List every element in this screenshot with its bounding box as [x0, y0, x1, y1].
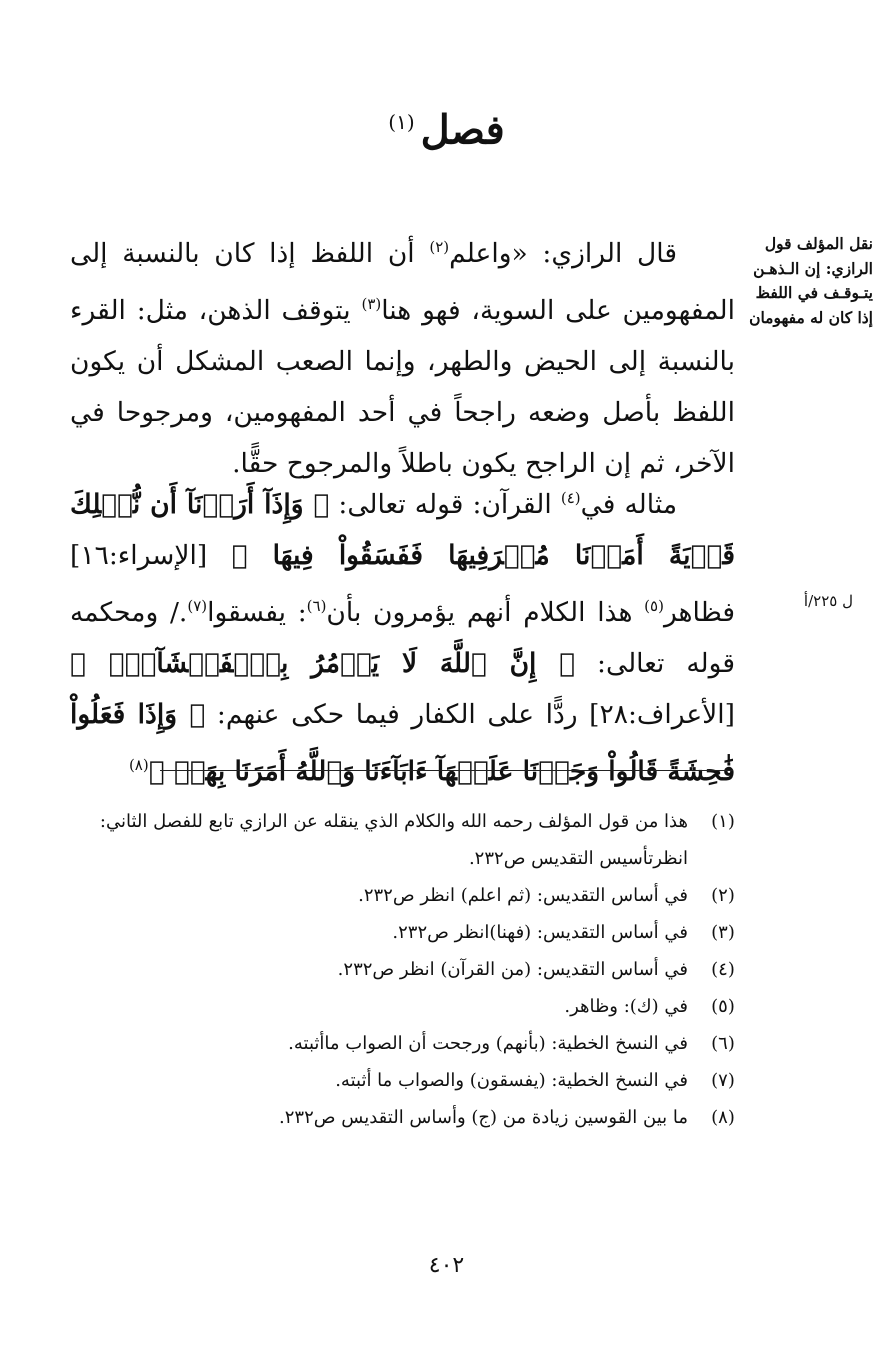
text-run: [الأعراف:٢٨] ردًّا على الكفار فيما حكى عنهم: — [205, 698, 735, 730]
quran-verse: ﴿ وَإِذَا فَعَلُواْ فَٰحِشَةً قَالُواْ وَجَدۡنَا عَلَيۡهَآ ءَابَآءَنَا وَٱللَّهُ أَمَرَنَا بِهَاۗ ﴾ — [70, 698, 735, 787]
footnote-text: في أساس التقديس: (فهنا)انظر ص٢٣٢. — [392, 922, 688, 943]
paragraph-razi-quote — [70, 222, 735, 489]
footnote-text: في النسخ الخطية: (بأنهم) ورجحت أن الصواب ماأثبته. — [288, 1033, 688, 1054]
text-run: ./ ومحكمه قوله تعالى: — [70, 596, 735, 679]
text-run: مثاله في — [580, 488, 678, 520]
footnote-item — [43, 951, 743, 988]
footnote-text: في أساس التقديس: (من القرآن) انظر ص٢٣٢. — [337, 959, 688, 980]
chapter-title-footnote-mark: (١) — [388, 110, 415, 134]
footnotes-list — [43, 803, 743, 1136]
text-run: هذا الكلام أنهم يؤمرون بأن — [326, 596, 645, 628]
footnote-item — [43, 1099, 743, 1136]
footnote-number: (٥) — [711, 996, 735, 1017]
footnote-text: في أساس التقديس: (ثم اعلم) انظر ص٢٣٢. — [358, 885, 688, 906]
footnote-number: (٢) — [711, 885, 735, 906]
text-run: : يفسقوا — [207, 596, 307, 628]
footnote-item — [43, 1062, 743, 1099]
quran-verse: ﴿ إِنَّ ٱللَّهَ لَا يَأۡمُرُ بِٱلۡفَحۡشَآءِۖ ﴾ — [70, 647, 576, 679]
text-run: يتوقف الذهن، مثل: القرء بالنسبة إلى الحيض والطهر، وإنما الصعب المشكل أن يكون اللفظ بأصل وضعه راجحاً في أحد المفهومين، ومرجوحا في الآخر، ثم إن الراجح يكون باطلاً والمرجوح حقًّا. — [70, 294, 735, 479]
footnote-ref: (٧) — [187, 596, 208, 615]
footnote-text: هذا من قول المؤلف رحمه الله والكلام الذي ينقله عن الرازي تابع للفصل الثاني: انظرتأسيس التقديس ص٢٣٢. — [99, 811, 688, 869]
footnote-ref: (٣) — [361, 294, 382, 313]
text-run: القرآن: قوله تعالى: — [329, 488, 561, 520]
paragraph-quran-example — [70, 473, 735, 796]
footnote-number: (١) — [711, 811, 735, 832]
footnote-ref: (٨) — [128, 755, 149, 774]
footnote-ref: (٦) — [306, 596, 327, 615]
text-run: [الإسراء:١٦] فظاهر — [70, 539, 736, 628]
text-run: أن اللفظ إذا كان بالنسبة إلى المفهومين على السوية، فهو هنا — [70, 237, 735, 326]
footnote-number: (٦) — [711, 1033, 735, 1054]
footnote-number: (٨) — [711, 1107, 735, 1128]
footnote-text: ما بين القوسين زيادة من (ج) وأساس التقديس ص٢٣٢. — [279, 1107, 688, 1128]
page-number: ٤٠٢ — [428, 1253, 465, 1278]
quran-verse: ﴿ وَإِذَآ أَرَدۡنَآ أَن نُّهۡلِكَ قَرۡيَةً أَمَرۡنَا مُتۡرَفِيهَا فَفَسَقُواْ فِيهَا ﴾ — [70, 488, 735, 571]
margin-note: نقل المؤلف قول الرازي: إن الـذهـن يتـوقـف في اللفظ إذا كان له مفهومان — [749, 234, 873, 327]
footnote-text: في (ك): وظاهر. — [564, 996, 688, 1017]
footnote-ref: (٤) — [560, 489, 581, 507]
text-run: قال الرازي: «واعلم — [449, 237, 677, 269]
footnote-ref: (٥) — [644, 596, 664, 615]
footnote-number: (٣) — [711, 922, 735, 943]
footnote-item — [43, 914, 743, 951]
footnote-item — [43, 877, 743, 914]
footnote-ref: (٢) — [429, 238, 450, 256]
footnote-number: (٤) — [711, 959, 735, 980]
manuscript-folio-ref: ل ٢٢٥/أ — [803, 592, 853, 610]
chapter-title — [0, 92, 893, 160]
footnote-number: (٧) — [711, 1070, 735, 1091]
chapter-title-text: فصل — [420, 106, 505, 154]
footnote-separator — [160, 770, 733, 771]
footnote-item — [43, 803, 743, 877]
footnote-item — [43, 1025, 743, 1062]
footnote-item — [43, 988, 743, 1025]
footnote-text: في النسخ الخطية: (يفسقون) والصواب ما أثبته. — [335, 1070, 688, 1091]
